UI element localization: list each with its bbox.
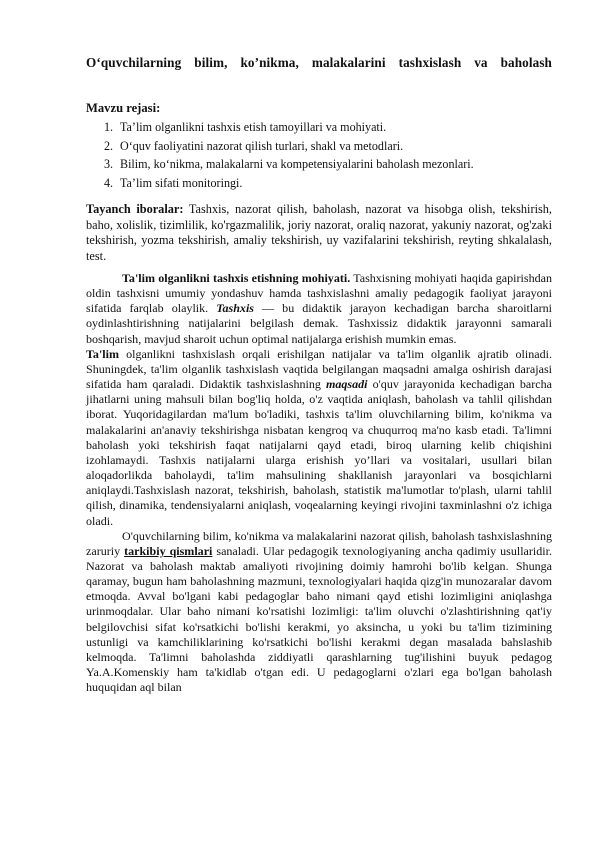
plan-item-text: Ta’lim olganlikni tashxis etish tamoyillari va mohiyati. (120, 120, 387, 134)
paragraph-2-text: olganlikni tashxislash orqali erishilgan natijalar va ta'lim olganlik ajratib olinadi. Shuningdek, ta'lim olganlik tashxislash vaqtida belgilangan maqsadni amalga oshirish darajasi sifatida ham qaraladi. Didaktik tashxislashning (86, 346, 552, 392)
plan-list (104, 118, 474, 192)
plan-item: 1. Ta’lim olganlikni tashxis etish tamoyillari va mohiyati. (104, 120, 387, 134)
paragraph-1 (86, 271, 552, 347)
paragraph-1-text: Tashxisning mohiyati haqida gapirishdan oldin tashxisni umumiy yondashuv hamda tashxislashni amaliy pedagogik faoliyat jarayoni sifatida farqlab olaylik. (86, 271, 552, 316)
document-title: O‘quvchilarning bilim, ko’nikma, malakalarini tashxislash va baholash (86, 55, 552, 70)
main-text (86, 271, 552, 695)
paragraph-3-text-cont: sanaladi. Ular pedagogik texnologiyaning ancha qadimiy usullaridir. Nazorat va baholash maktab amaliyoti rivojining doimiy hamrohi bo'lib kelgan. Shunga qaramay, bugun ham baholashning mazmuni, texnologiyalari haqida qizg'in munozaralar davom etmoqda. Avval bo'lgani kabi pedagoglar baho nimani qayd etishi lozimligini aniqlashga urinmoqdalar. Ular baho nimani ko'rsatishi lozimligi: ta'lim oluvchi o'zlashtirishning qat'iy belgilovchisi sifat ko'rsatkichi bo'lishi kerakmi, yo aksincha, u yoki bu ta'lim tizimining ustunligi va kamchiliklarining ko'rsatkichi bo'lishi kerakmi degan masalada bahslashib kelmoqda. Ta'limni baholashda ziddiyatli qarashlarning tug'ilishini buyuk pedagog Ya.A.Komenskiy ham ta'kidlab o'tgan edi. U pedagoglarni o'zlari ega bo'lgan baholash huquqidan aql bilan (86, 543, 552, 695)
paragraph-2-lead: Ta'lim (86, 346, 120, 361)
keywords-text: Tashxis, nazorat qilish, baholash, nazorat va hisobga olish, tekshirish, baho, xolislik, tizimlilik, ko'rgazmalilik, joriy nazorat, oraliq nazorat, yakuniy nazorat, og'zaki tekshirish, yozma tekshirish, amaliy tekshirish, uy vazifalarini tekshirish, reyting shkalalash, test. (86, 202, 552, 263)
paragraph-3 (86, 529, 552, 696)
plan-item-text: Ta’lim sifati monitoringi. (120, 175, 243, 190)
term-tarkibiy-qismlari: tarkibiy qismlari (124, 543, 213, 558)
plan-item-text: O‘quv faoliyatini nazorat qilish turlari, shakl va metodlari. (120, 138, 404, 153)
keywords-label: Tayanch iboralar: (86, 202, 184, 216)
term-maqsadi: maqsadi (326, 377, 368, 392)
plan-item-text: Bilim, ko‘nikma, malakalarni va kompetensiyalarini baholash mezonlari. (120, 157, 474, 171)
paragraph-2 (86, 347, 552, 529)
plan-item: 3. Bilim, ko‘nikma, malakalarni va kompetensiyalarini baholash mezonlari. (104, 157, 474, 171)
plan-item: 2. O‘quv faoliyatini nazorat qilish turlari, shakl va metodlari. (104, 138, 404, 153)
paragraph-1-lead: Ta'lim olganlikni tashxis etishning mohiyati. (122, 271, 351, 285)
paragraph-1-text-cont: — bu didaktik jarayon kechadigan barcha sharoitlarni oydinlashtirishning natijalarini belgilash demak. Tashxissiz didaktik jarayonni samarali boshqarish, mavjud sharoit uchun optimal natijalarga erishish mumkin emas. (86, 301, 552, 346)
paragraph-2-text-cont: o'quv jarayonida kechadigan barcha jihatlarni uning mahsuli bilan bog'liq holda, o'z vaqtida aniqlash, baholash va tahlil qilishdan iborat. Yuqoridagilardan ma'lum bo'ladiki, tashxis ta'lim oluvchilarning bilim, ko'nikma va malakalarini an'anaviy tekshirishga nisbatan kengroq va chuqurroq ma'no kasb etadi. Ta'limni baholash yoki tekshirish faqat natijalarni qayd etadi, biroq ularning kelib chiqishini izohlamaydi. Tashxis natijalarni ularga erishish yo’llari va vositalari, usullari bilan aloqadorlikda baholaydi, ta'lim mahsulining shakllanish jarayonlari va bosqichlarni aniqlaydi.Tashxislash nazorat, tekshirish, baholash, statistik ma'lumotlar to'plash, ularni tahlil qilish, dinamika, tendensiyalarni aniqlash, voqealarning keyingi rivojini taxminlashni o'z ichiga oladi. (86, 377, 552, 528)
plan-item: 4. Ta’lim sifati monitoringi. (104, 175, 243, 190)
keywords-paragraph (86, 202, 552, 264)
paragraph-3-text: O'quvchilarning bilim, ko'nikma va malakalarini nazorat qilish, baholash tashxislashning zaruriy (86, 528, 552, 558)
plan-heading: Mavzu rejasi: (86, 101, 161, 115)
term-tashxis: Tashxis (216, 301, 254, 316)
